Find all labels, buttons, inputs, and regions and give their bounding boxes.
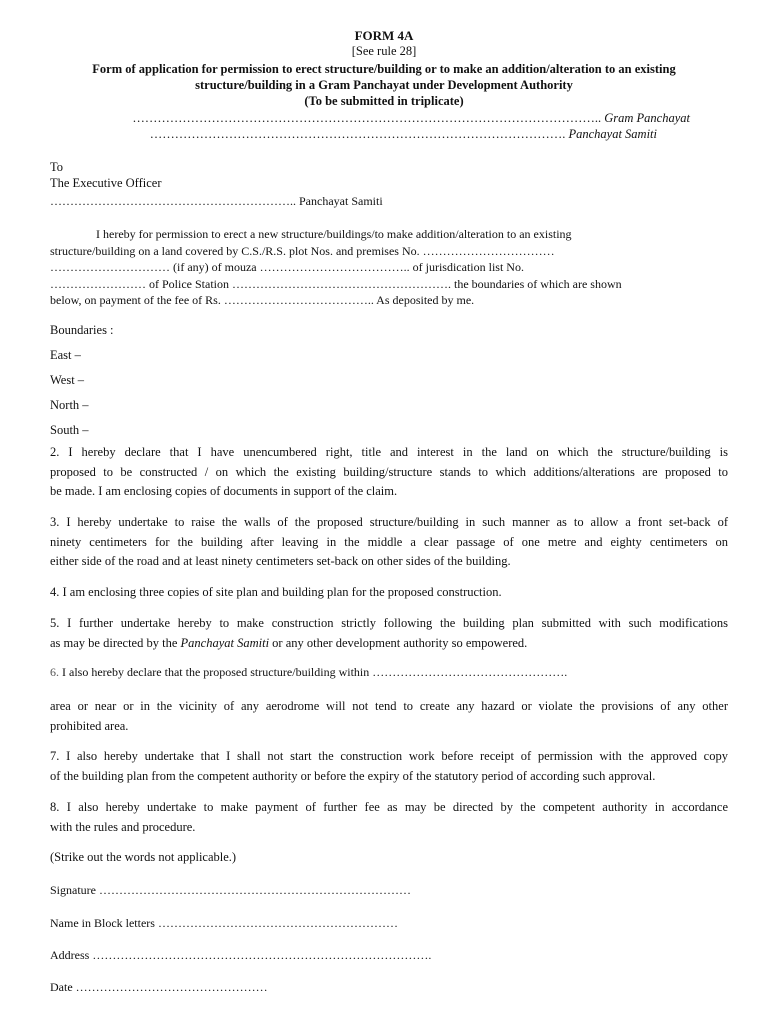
- paragraph-2-line-1: 2. I hereby declare that I have unencumbered right, title and interest in the land on which the structure/building is: [50, 445, 728, 459]
- paragraph-1-line-3: ………………………… (if any) of mouza ……………………………….. of jurisdication list No.: [50, 260, 524, 274]
- boundary-south: South –: [50, 423, 89, 437]
- paragraph-1-line-1: I hereby for permission to erect a new structure/buildings/to make addition/alteration to an existing: [96, 227, 572, 241]
- paragraph-2-line-2: proposed to be constructed / on which the existing building/structure stands to which additions/alterations are proposed to: [50, 464, 728, 479]
- gram-panchayat-dots[interactable]: …………………………………………………………………………………………………..: [132, 111, 602, 125]
- paragraph-2-line-3: be made. I am enclosing copies of documents in support of the claim.: [50, 484, 398, 498]
- paragraph-8-line-1: 8. I also hereby undertake to make payment of further fee as may be directed by the competent authority in accordance: [50, 800, 728, 814]
- paragraph-3-line-3: either side of the road and at least ninety centimeters set-back on other sides of the building.: [50, 554, 511, 568]
- paragraph-1-line-2: structure/building on a land covered by C.S./R.S. plot Nos. and premises No. ……………………………: [50, 243, 555, 258]
- paragraph-5-line-2: [50, 634, 728, 654]
- paragraph-5-line-2c: or any other development authority so empowered.: [269, 635, 528, 650]
- to-label: To: [50, 160, 64, 174]
- boundary-west: West –: [50, 373, 85, 387]
- form-title-line-1: Form of application for permission to erect structure/building or to make an addition/alteration to an existing: [92, 62, 676, 76]
- paragraph-5-line-2a: as may be directed by the: [50, 635, 181, 650]
- executive-officer-label: The Executive Officer: [50, 176, 162, 190]
- paragraph-2: [50, 443, 728, 502]
- boundary-north: North –: [50, 398, 89, 412]
- form-title-line-2: structure/building in a Gram Panchayat under Development Authority: [195, 78, 573, 92]
- paragraph-4: [50, 583, 728, 603]
- paragraph-3-line-2: ninety centimeters for the building after leaving in the middle a clear passage of one metre and eighty centimeters on: [50, 534, 728, 549]
- paragraph-1-line-4: …………………… of Police Station ………………………………………………. the boundaries of which are shown: [50, 276, 622, 291]
- date-field[interactable]: Date …………………………………………: [50, 980, 268, 994]
- addressee-samiti-label: Panchayat Samiti: [299, 194, 383, 208]
- boundary-east: East –: [50, 348, 81, 362]
- panchayat-samiti-line: [150, 127, 657, 142]
- address-field[interactable]: Address ………………………………………………………………………….: [50, 948, 432, 962]
- name-block-letters-field[interactable]: Name in Block letters ……………………………………………………: [50, 916, 398, 930]
- paragraph-1-line-5: below, on payment of the fee of Rs. ……………………………….. As deposited by me.: [50, 293, 475, 307]
- paragraph-8: [50, 798, 728, 837]
- paragraph-1: [50, 226, 728, 309]
- gram-panchayat-label: Gram Panchayat: [604, 111, 690, 125]
- paragraph-3: [50, 513, 728, 572]
- strike-out-note: (Strike out the words not applicable.): [50, 850, 237, 864]
- paragraph-6-text: I also hereby declare that the proposed structure/building within ………………………………………….: [59, 665, 568, 679]
- addressee-samiti-line: [50, 194, 383, 209]
- boundaries-heading: Boundaries :: [50, 323, 114, 337]
- gram-panchayat-line: [132, 111, 690, 126]
- form-title-line-3: (To be submitted in triplicate): [304, 94, 464, 108]
- paragraph-4-text: 4. I am enclosing three copies of site plan and building plan for the proposed construction.: [50, 585, 502, 599]
- paragraph-7: [50, 747, 728, 786]
- signature-field[interactable]: Signature ……………………………………………………………………: [50, 883, 411, 897]
- paragraph-7-line-1: 7. I also hereby undertake that I shall not start the construction work before receipt of permission with the approved copy: [50, 749, 728, 763]
- paragraph-6b-line-2: prohibited area.: [50, 718, 129, 733]
- paragraph-7-line-2: of the building plan from the competent authority or before the expiry of the statutory period of according such approval.: [50, 768, 656, 783]
- paragraph-6-continued: [50, 697, 728, 736]
- paragraph-3-line-1: 3. I hereby undertake to raise the walls of the proposed structure/building in such manner as to allow a front set-back of: [50, 515, 728, 529]
- paragraph-5: [50, 614, 728, 653]
- form-number: FORM 4A: [354, 28, 414, 43]
- paragraph-6b-line-1: area or near or in the vicinity of any aerodrome will not tend to create any hazard or violate the provisions of any other: [50, 699, 728, 713]
- paragraph-6: [50, 665, 567, 680]
- rule-reference: [See rule 28]: [351, 44, 417, 58]
- paragraph-6-number: 6.: [50, 665, 59, 679]
- paragraph-5-line-1: 5. I further undertake hereby to make construction strictly following the building plan submitted with such modifications: [50, 616, 728, 630]
- addressee-samiti-dots[interactable]: ……………………………………………………..: [50, 194, 296, 208]
- paragraph-8-line-2: with the rules and procedure.: [50, 819, 196, 834]
- panchayat-samiti-italic: Panchayat Samiti: [180, 635, 270, 650]
- panchayat-samiti-label: Panchayat Samiti: [568, 127, 657, 141]
- panchayat-samiti-dots[interactable]: ……………………………………………………………………………………….: [149, 127, 566, 141]
